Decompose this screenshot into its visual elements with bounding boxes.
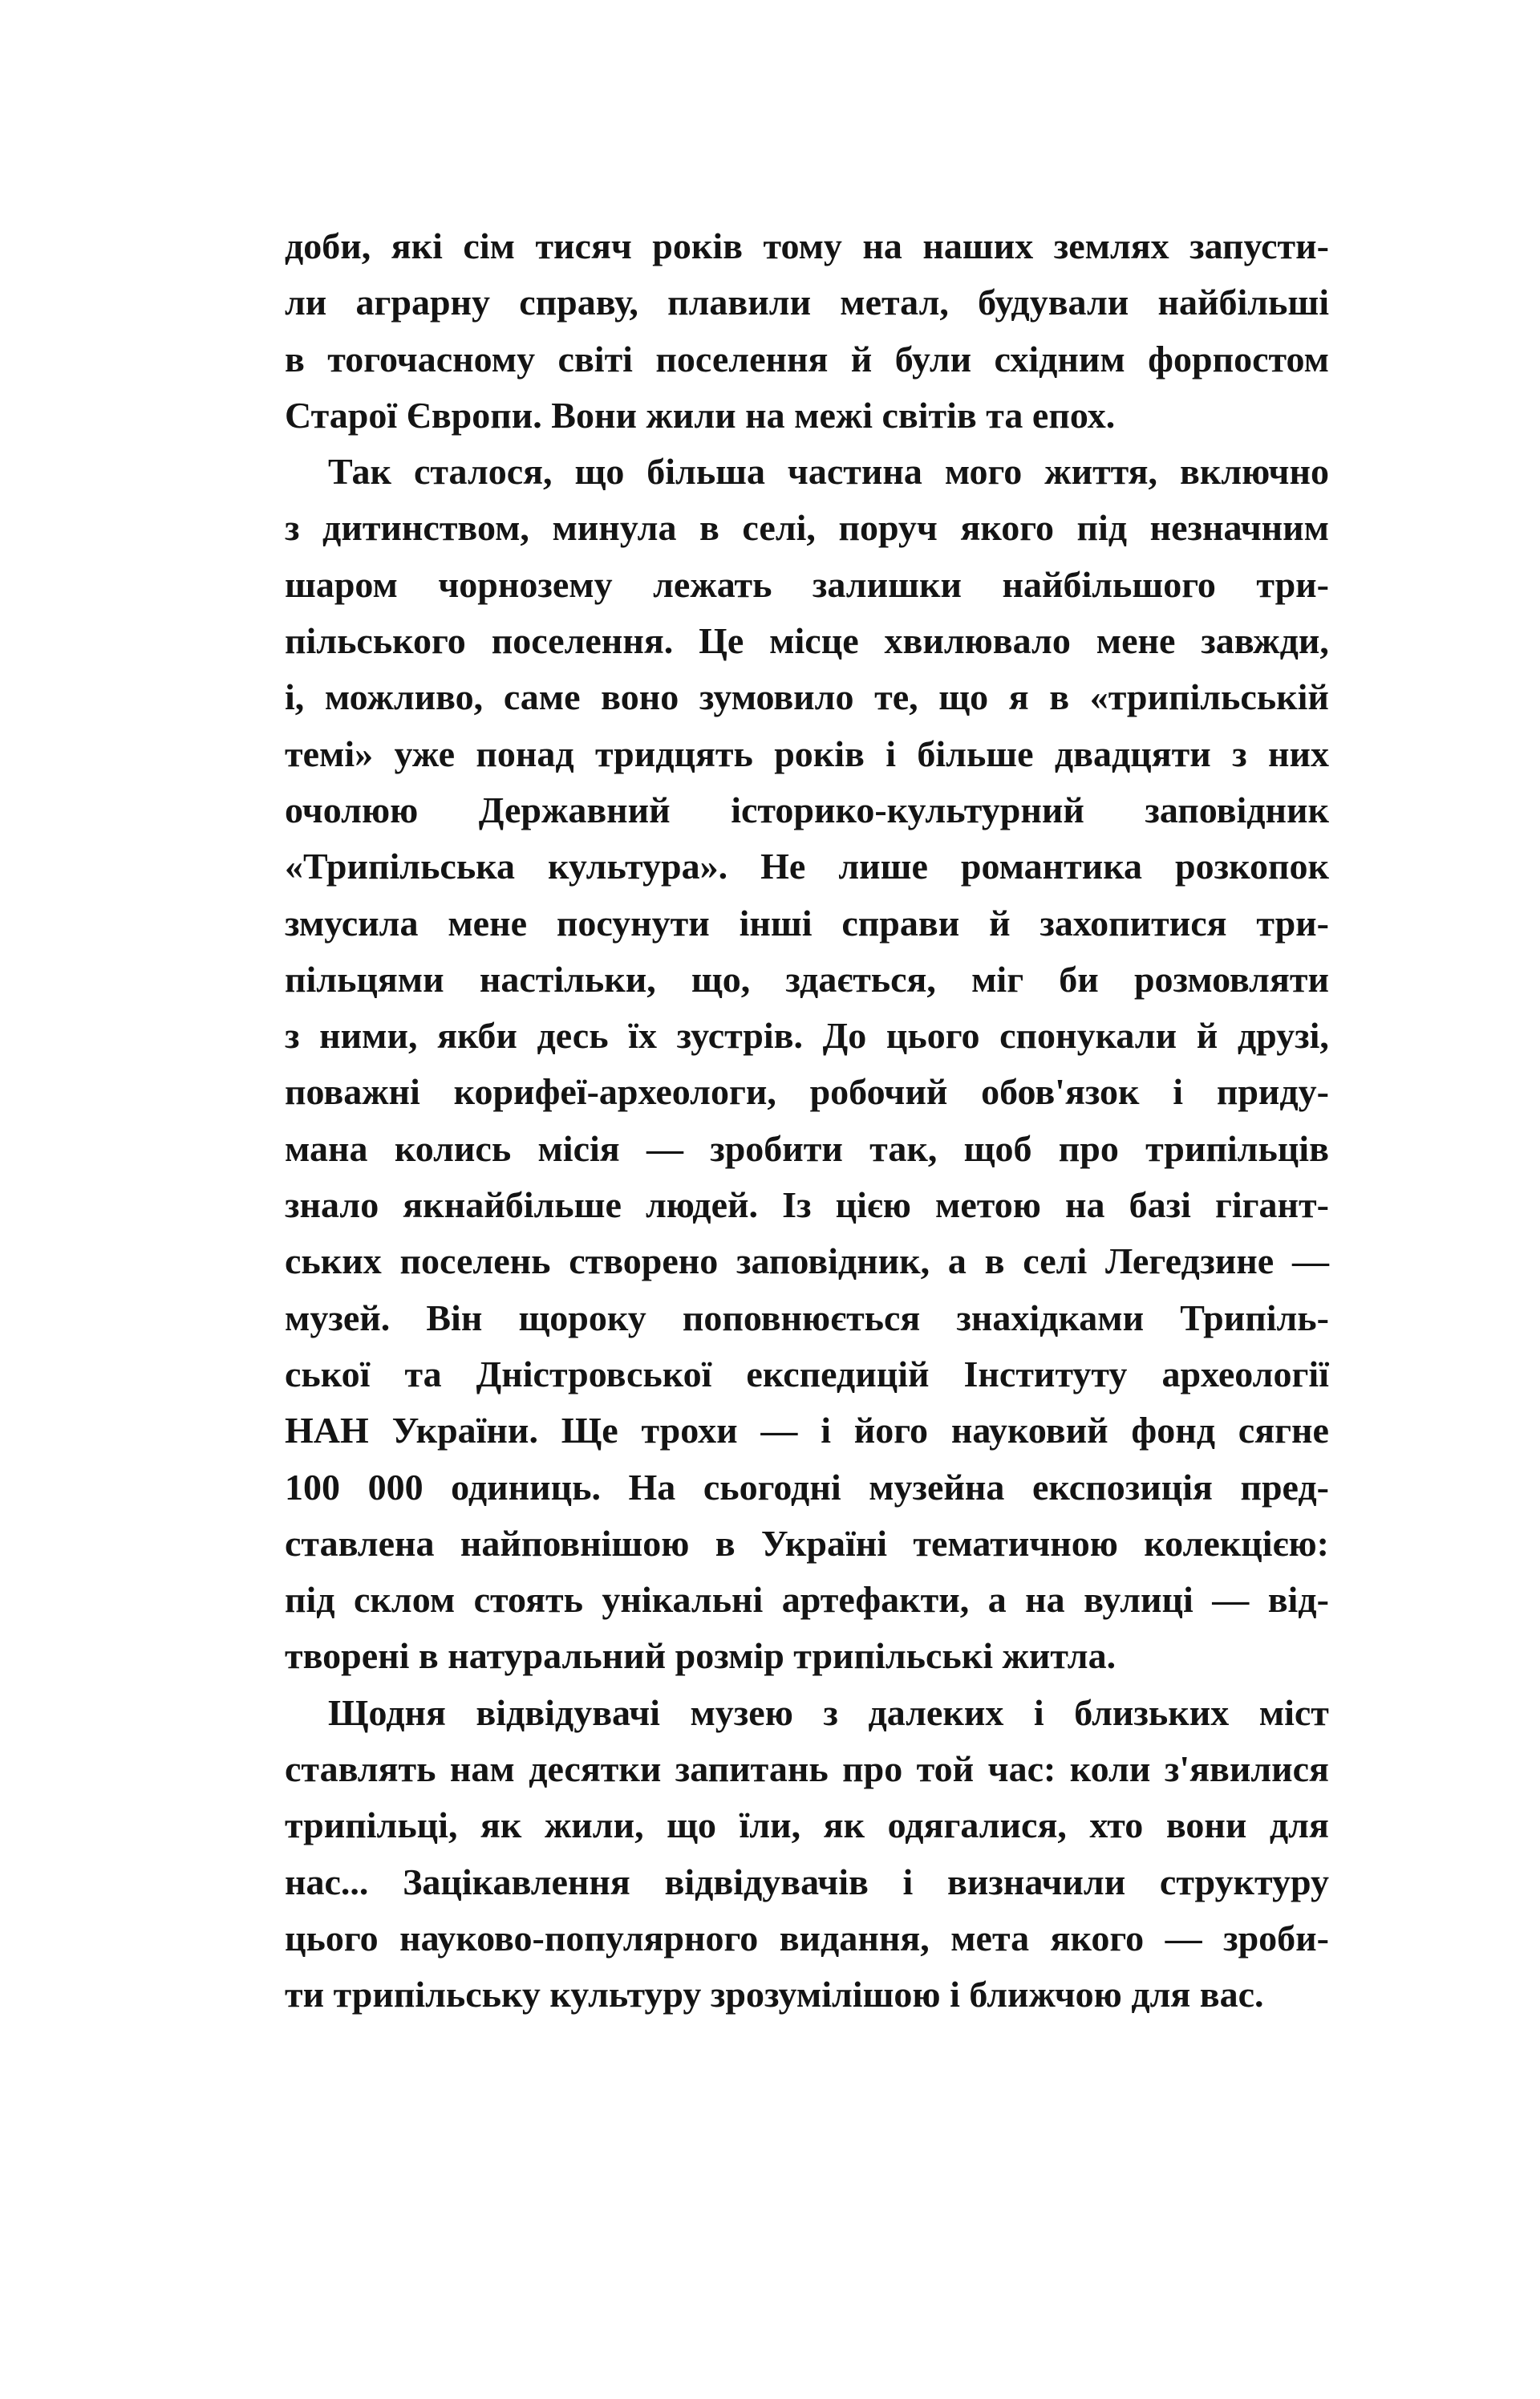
text-word: минула (552, 507, 677, 549)
text-word: лежать (653, 563, 772, 605)
text-word: аграрну (355, 282, 491, 323)
text-line (285, 1797, 1329, 1853)
text-line (285, 726, 1329, 782)
text-word: плавили (667, 282, 812, 323)
text-word: НАН (285, 1410, 369, 1451)
text-word: розкопок (1175, 846, 1329, 887)
text-word: зустрів. (676, 1015, 803, 1057)
text-line (285, 1854, 1329, 1910)
text-word: нас... (285, 1861, 369, 1902)
text-word: з (823, 1691, 838, 1733)
text-word: робочий (809, 1071, 948, 1113)
text-word: посунути (556, 902, 710, 944)
text-word: Він (426, 1297, 483, 1338)
text-word: життя, (1044, 451, 1158, 493)
text-line (285, 1402, 1329, 1459)
text-line (285, 1346, 1329, 1402)
text-word: вони (1165, 1804, 1247, 1846)
text-word: так, (869, 1127, 938, 1169)
text-line (285, 274, 1329, 331)
text-word: спонукали (999, 1015, 1177, 1057)
text-word: якби (437, 1015, 517, 1057)
text-word: що (667, 1804, 716, 1846)
text-word: поруч (838, 507, 938, 549)
text-word: тематичною (913, 1522, 1118, 1564)
text-word: на (862, 225, 902, 266)
text-word: включно (1179, 451, 1329, 493)
text-word: заповідник, (736, 1240, 930, 1282)
text-word: й (850, 338, 873, 380)
text-word: справу, (519, 282, 638, 323)
text-word: їли, (739, 1804, 801, 1846)
text-word: музей. (285, 1297, 391, 1338)
text-word: базі (1129, 1184, 1191, 1226)
text-word: — (1212, 1579, 1250, 1621)
text-word: визначили (946, 1861, 1126, 1902)
text-word: той (916, 1748, 975, 1790)
text-word: років (774, 733, 865, 774)
text-word: них (1267, 733, 1329, 774)
text-word: настільки, (479, 958, 656, 1000)
text-word: справи (841, 902, 960, 944)
text-word: тогочасному (327, 338, 536, 380)
text-word: цією (835, 1184, 911, 1226)
text-word: знахідками (956, 1297, 1145, 1338)
text-word: метал, (840, 282, 949, 323)
text-word: експозиція (1032, 1466, 1213, 1508)
text-word: двадцяти (1054, 733, 1211, 774)
text-word: зроби- (1223, 1917, 1329, 1959)
text-word: запитань (675, 1748, 829, 1790)
text-word: структуру (1159, 1861, 1329, 1902)
text-word: в (285, 338, 305, 380)
text-word: щоб (963, 1127, 1032, 1169)
text-word: колись (394, 1127, 512, 1169)
text-word: три- (1256, 902, 1329, 944)
text-word: корифеї-археологи, (453, 1071, 776, 1113)
text-word: Не (760, 846, 806, 887)
text-word: залишки (812, 563, 962, 605)
text-line (285, 1459, 1329, 1516)
text-word: з (1232, 733, 1247, 774)
text-word: мета (950, 1917, 1030, 1959)
text-word: в (984, 1240, 1005, 1282)
text-word: очолюю (285, 789, 419, 830)
text-word: Із (782, 1184, 812, 1226)
text-line (285, 331, 1329, 388)
text-word: змусила (285, 902, 419, 944)
text-word: зробити (710, 1127, 843, 1169)
text-word: Україні (760, 1522, 888, 1564)
text-word: мана (285, 1127, 368, 1169)
text-word: дитинством, (322, 507, 529, 549)
text-word: поповнюється (682, 1297, 921, 1338)
text-word: місце (769, 620, 859, 662)
text-word: ли (285, 282, 327, 323)
text-word: інші (739, 902, 813, 944)
text-word: — (646, 1127, 683, 1169)
text-word: місія (537, 1127, 620, 1169)
text-word: артефакти, (781, 1579, 970, 1621)
text-word: найбільшого (1002, 563, 1216, 605)
text-word: тому (763, 225, 842, 266)
text-word: від- (1267, 1579, 1329, 1621)
text-word: сім (463, 225, 515, 266)
text-word: незначним (1149, 507, 1329, 549)
text-word: науково-популярного (399, 1917, 759, 1959)
text-word: ської (285, 1353, 371, 1394)
text-word: з'явилися (1164, 1748, 1329, 1790)
text-word: три- (1256, 563, 1329, 605)
text-word: а (947, 1240, 967, 1282)
text-word: археології (1161, 1353, 1329, 1394)
text-line (285, 557, 1329, 613)
text-word: як (823, 1804, 865, 1846)
text-word: і (821, 1410, 831, 1451)
text-word: фонд (1131, 1410, 1215, 1451)
text-line (285, 1177, 1329, 1233)
text-word: понад (476, 733, 574, 774)
text-word: доби, (285, 225, 371, 266)
text-word: близьких (1074, 1691, 1230, 1733)
text-word: щороку (518, 1297, 646, 1338)
text-word: Державний (478, 789, 671, 830)
text-word: селі, (742, 507, 816, 549)
text-word: поселення (655, 338, 829, 380)
text-word: про (842, 1748, 903, 1790)
text-word: Щодня (328, 1691, 446, 1733)
text-line (285, 895, 1329, 952)
text-word: міг (971, 958, 1024, 1000)
text-word: музейна (869, 1466, 1005, 1508)
text-word: ставлять (285, 1748, 436, 1790)
text-word: жили, (544, 1804, 644, 1846)
text-word: шаром (285, 563, 398, 605)
text-word: й (989, 902, 1011, 944)
text-word: що, (691, 958, 751, 1000)
text-word: «Трипільська (285, 846, 515, 887)
text-word: років (652, 225, 743, 266)
text-line (285, 952, 1329, 1008)
text-word: якого (960, 507, 1054, 549)
text-word: ських (285, 1240, 382, 1282)
text-word: що (938, 676, 989, 718)
text-word: музею (690, 1691, 793, 1733)
text-word: запусти- (1189, 225, 1329, 266)
text-line (285, 1008, 1329, 1064)
text-line: творені в натуральний розмір трипільські житла. (285, 1635, 1116, 1677)
text-word: пільцями (285, 958, 444, 1000)
text-line (285, 1290, 1329, 1346)
text-word: уже (394, 733, 456, 774)
text-word: Інституту (963, 1353, 1128, 1394)
text-line (285, 782, 1329, 838)
text-word: східним (994, 338, 1125, 380)
text-word: України. (391, 1410, 538, 1451)
text-word: сягне (1238, 1410, 1329, 1451)
text-word: приду- (1216, 1071, 1329, 1113)
text-word: сьогодні (703, 1466, 841, 1508)
text-word: хто (1089, 1804, 1144, 1846)
text-word: землях (1053, 225, 1169, 266)
text-word: селі (1023, 1240, 1088, 1282)
text-word: про (1058, 1127, 1119, 1169)
text-word: захопитися (1040, 902, 1227, 944)
text-line (285, 444, 1329, 500)
text-word: До (822, 1015, 867, 1057)
text-word: здається, (785, 958, 936, 1000)
text-word: поселення. (491, 620, 674, 662)
text-word: людей. (645, 1184, 758, 1226)
text-word: і (1173, 1071, 1184, 1113)
text-word: саме (503, 676, 581, 718)
text-line (285, 1910, 1329, 1967)
text-word: хвилювало (884, 620, 1071, 662)
text-word: трохи (641, 1410, 738, 1451)
text-line (285, 838, 1329, 895)
text-word: одягалися, (887, 1804, 1067, 1846)
text-word: метою (935, 1184, 1041, 1226)
text-word: нам (449, 1748, 515, 1790)
text-word: десятки (529, 1748, 662, 1790)
text-word: світі (557, 338, 633, 380)
text-word: склом (354, 1579, 456, 1621)
text-word: темі» (285, 733, 374, 774)
text-word: пільського (285, 620, 466, 662)
text-line (285, 1572, 1329, 1628)
text-line (285, 1741, 1329, 1797)
text-word: найповнішою (460, 1522, 690, 1564)
text-word: — (1291, 1240, 1329, 1282)
text-word: стоять (473, 1579, 583, 1621)
text-line (285, 669, 1329, 725)
text-word: трипільців (1145, 1127, 1329, 1169)
text-word: під (285, 1579, 335, 1621)
text-word: і, (285, 676, 305, 718)
text-line (285, 1233, 1329, 1289)
text-word: 100 (285, 1466, 340, 1508)
text-word: мене (1096, 620, 1176, 662)
text-word: 000 (367, 1466, 424, 1508)
text-line (285, 613, 1329, 669)
page-text-body (285, 218, 1329, 2024)
text-word: На (628, 1466, 676, 1508)
text-word: чорнозему (438, 563, 613, 605)
text-word: для (1269, 1804, 1329, 1846)
text-word: трипільці, (285, 1804, 458, 1846)
text-word: сталося, (413, 451, 553, 493)
text-word: більша (646, 451, 765, 493)
text-word: ставлена (285, 1522, 435, 1564)
text-word: на (1064, 1184, 1105, 1226)
text-word: розмовляти (1133, 958, 1329, 1000)
text-word: якнайбільше (403, 1184, 622, 1226)
text-word: під (1076, 507, 1128, 549)
text-word: коли (1069, 1748, 1151, 1790)
text-word: унікальні (602, 1579, 764, 1621)
text-line: ти трипільську культуру зрозумілішою і ближчою для вас. (285, 1974, 1264, 2015)
text-word: цього (285, 1917, 379, 1959)
text-line: Старої Європи. Вони жили на межі світів та епох. (285, 394, 1116, 436)
text-word: з (285, 1015, 300, 1057)
text-word: Дністровської (476, 1353, 712, 1394)
text-word: більше (917, 733, 1034, 774)
text-word: мого (944, 451, 1023, 493)
text-word: можливо, (324, 676, 484, 718)
text-word: і (902, 1861, 914, 1902)
text-line (285, 1064, 1329, 1120)
text-word: найбільші (1157, 282, 1329, 323)
text-word: — (1165, 1917, 1202, 1959)
text-word: наших (922, 225, 1034, 266)
text-word: Трипіль- (1180, 1297, 1329, 1338)
text-word: що (574, 451, 625, 493)
text-word: мене (448, 902, 527, 944)
text-word: поважні (285, 1071, 420, 1113)
text-word: «трипільській (1089, 676, 1329, 718)
text-word: пред- (1240, 1466, 1329, 1508)
text-word: були (894, 338, 972, 380)
text-word: які (391, 225, 443, 266)
text-word: цього (886, 1015, 980, 1057)
text-word: Ще (561, 1410, 618, 1451)
text-word: якого (1050, 1917, 1145, 1959)
text-word: тисяч (535, 225, 632, 266)
text-word: Це (699, 620, 744, 662)
text-word: завжди, (1201, 620, 1329, 662)
text-word: і (1033, 1691, 1044, 1733)
text-word: а (987, 1579, 1007, 1621)
text-word: відвідувачів (664, 1861, 869, 1902)
text-word: експедицій (746, 1353, 930, 1394)
text-word: форпостом (1148, 338, 1329, 380)
text-word: міст (1258, 1691, 1329, 1733)
text-word: би (1059, 958, 1099, 1000)
text-word: й (1196, 1015, 1218, 1057)
text-word: — (760, 1410, 798, 1451)
text-word: друзі, (1237, 1015, 1329, 1057)
text-word: час: (987, 1748, 1056, 1790)
text-word: як (480, 1804, 522, 1846)
text-word: та (404, 1353, 442, 1394)
text-word: воно (601, 676, 679, 718)
text-word: будували (978, 282, 1129, 323)
text-word: десь (537, 1015, 609, 1057)
text-word: поселень (399, 1240, 551, 1282)
text-word: Зацікавлення (403, 1861, 630, 1902)
text-word: Легедзине (1104, 1240, 1275, 1282)
text-word: в (715, 1522, 736, 1564)
text-word: частина (787, 451, 922, 493)
text-word: заповідник (1145, 789, 1329, 830)
text-line (285, 218, 1329, 274)
text-word: тридцять (595, 733, 753, 774)
text-word: в (1049, 676, 1070, 718)
text-word: його (853, 1410, 929, 1451)
text-word: Так (328, 451, 392, 493)
text-line (285, 500, 1329, 556)
text-word: в (699, 507, 719, 549)
text-word: історико-культурний (731, 789, 1084, 830)
text-word: створено (569, 1240, 719, 1282)
text-word: колекцією: (1144, 1522, 1329, 1564)
text-word: відвідувачі (476, 1691, 660, 1733)
text-word: далеких (868, 1691, 1004, 1733)
text-word: знало (285, 1184, 379, 1226)
text-word: зумовило (699, 676, 854, 718)
text-word: науковий (950, 1410, 1108, 1451)
text-word: одиниць. (451, 1466, 601, 1508)
text-word: я (1008, 676, 1029, 718)
text-word: вулиці (1084, 1579, 1194, 1621)
text-line (285, 1685, 1329, 1741)
text-word: гігант- (1214, 1184, 1329, 1226)
text-word: і (886, 733, 897, 774)
text-word: романтика (960, 846, 1143, 887)
text-word: ними, (319, 1015, 418, 1057)
text-line (285, 1121, 1329, 1177)
text-word: те, (874, 676, 918, 718)
text-word: культура». (547, 846, 728, 887)
text-word: обов'язок (981, 1071, 1140, 1113)
text-word: їх (628, 1015, 657, 1057)
text-word: з (285, 507, 300, 549)
text-line (285, 1516, 1329, 1572)
text-word: лише (838, 846, 928, 887)
text-word: видання, (779, 1917, 930, 1959)
text-word: на (1025, 1579, 1065, 1621)
